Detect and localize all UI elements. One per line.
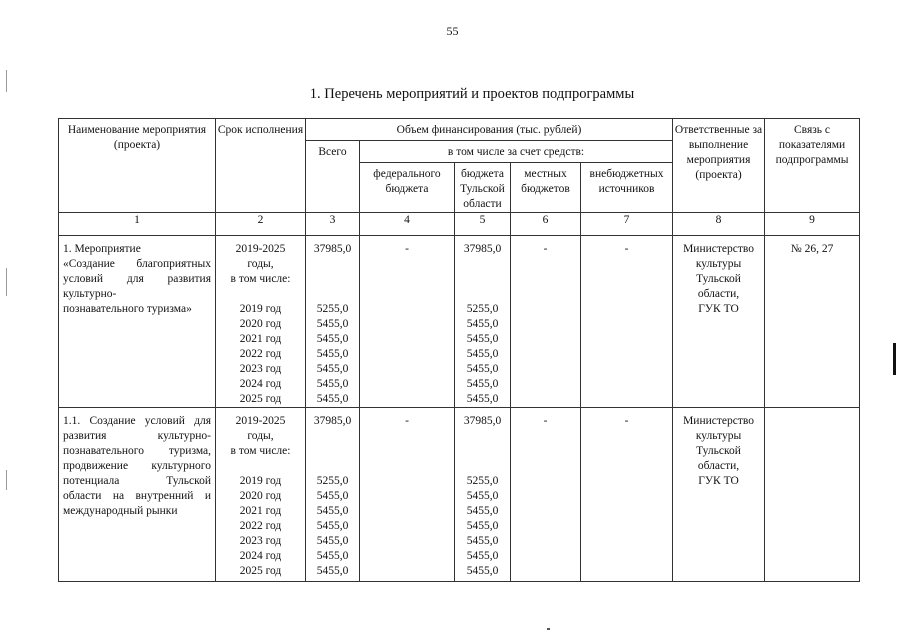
name-line: познавательного туризма» — [63, 303, 192, 315]
column-number: 1 — [59, 213, 216, 236]
responsible-line: ГУК ТО — [698, 475, 739, 487]
total-year-value: 5455,0 — [316, 505, 349, 517]
regional-value: 37985,0 — [463, 415, 502, 427]
regional-year-value: 5455,0 — [466, 490, 499, 502]
regional-year-value: 5455,0 — [466, 363, 499, 375]
regional-year-value: 5255,0 — [466, 303, 499, 315]
total-year-value: 5455,0 — [316, 520, 349, 532]
responsible-cell — [673, 236, 765, 408]
year-label: 2023 год — [239, 363, 282, 375]
year-label: 2024 год — [239, 378, 282, 390]
column-number: 2 — [216, 213, 306, 236]
responsible-line: Тульской — [696, 445, 741, 457]
total-year-value: 5455,0 — [316, 378, 349, 390]
column-number: 6 — [511, 213, 581, 236]
page-number: 55 — [446, 24, 459, 38]
name-line: культурно- — [63, 288, 117, 300]
name-line: 1. Мероприятие — [63, 243, 141, 255]
year-label: 2021 год — [239, 505, 282, 517]
header-local: местных бюджетов — [511, 163, 581, 213]
total-year-value: 5255,0 — [316, 303, 349, 315]
name-line: развития культурно- — [63, 430, 211, 442]
total-cell — [306, 236, 360, 408]
regional-year-value: 5455,0 — [466, 393, 499, 405]
column-numbers-row — [59, 213, 860, 236]
regional-year-value: 5455,0 — [466, 550, 499, 562]
column-number: 3 — [306, 213, 360, 236]
column-number: 7 — [581, 213, 673, 236]
header-link: Связь с показателями подпрограммы — [765, 119, 860, 213]
header-including: в том числе за счет средств: — [360, 141, 673, 163]
scan-margin-mark — [6, 470, 7, 490]
activities-table — [58, 118, 860, 582]
federal-value: - — [360, 408, 455, 582]
table-row — [59, 408, 860, 582]
name-line: продвижение культурного — [63, 460, 211, 472]
scan-mark — [893, 343, 896, 375]
period-line: годы, — [247, 430, 274, 442]
name-line: познавательного туризма, — [63, 445, 211, 457]
total-year-value: 5455,0 — [316, 490, 349, 502]
responsible-line: культуры — [695, 258, 742, 270]
header-responsible: Ответственные за выполнение мероприятия (проекта) — [673, 119, 765, 213]
total-year-value: 5455,0 — [316, 333, 349, 345]
regional-year-value: 5455,0 — [466, 535, 499, 547]
scan-dot — [547, 628, 550, 630]
activity-name — [59, 236, 216, 408]
responsible-line: Министерство — [683, 243, 754, 255]
name-line: международный рынки — [63, 505, 178, 517]
year-label: 2020 год — [239, 490, 282, 502]
year-label: 2019 год — [239, 303, 282, 315]
name-line: потенциала Тульской — [63, 475, 211, 487]
column-number: 4 — [360, 213, 455, 236]
document-title: 1. Перечень мероприятий и проектов подпрограммы — [309, 86, 635, 102]
responsible-line: области, — [697, 460, 740, 472]
total-cell — [306, 408, 360, 582]
total-year-value: 5455,0 — [316, 550, 349, 562]
column-number: 5 — [455, 213, 511, 236]
responsible-cell — [673, 408, 765, 582]
responsible-line: области, — [697, 288, 740, 300]
header-extra: внебюджетных источников — [581, 163, 673, 213]
regional-cell — [455, 408, 511, 582]
total-year-value: 5455,0 — [316, 348, 349, 360]
activity-name — [59, 408, 216, 582]
year-label: 2022 год — [239, 520, 282, 532]
total-year-value: 5455,0 — [316, 318, 349, 330]
header-name: Наименование мероприятия (проекта) — [59, 119, 216, 213]
local-value: - — [511, 408, 581, 582]
extra-value: - — [581, 236, 673, 408]
column-number: 8 — [673, 213, 765, 236]
year-label: 2025 год — [239, 393, 282, 405]
total-value: 37985,0 — [313, 243, 352, 255]
year-label: 2024 год — [239, 550, 282, 562]
total-year-value: 5455,0 — [316, 363, 349, 375]
period-line: 2019-2025 — [235, 243, 286, 255]
header-period: Срок исполнения — [216, 119, 306, 213]
responsible-line: Министерство — [683, 415, 754, 427]
regional-year-value: 5455,0 — [466, 318, 499, 330]
table-row — [59, 236, 860, 408]
regional-year-value: 5455,0 — [466, 520, 499, 532]
regional-year-value: 5455,0 — [466, 348, 499, 360]
period-cell — [216, 236, 306, 408]
federal-value: - — [360, 236, 455, 408]
regional-year-value: 5455,0 — [466, 378, 499, 390]
name-line: условий для развития — [63, 273, 211, 285]
indicator-link — [765, 408, 860, 582]
indicator-link: № 26, 27 — [765, 236, 860, 408]
period-line: годы, — [247, 258, 274, 270]
scan-margin-mark — [6, 268, 7, 296]
header-federal: федерального бюджета — [360, 163, 455, 213]
period-cell — [216, 408, 306, 582]
total-year-value: 5255,0 — [316, 475, 349, 487]
column-number: 9 — [765, 213, 860, 236]
regional-cell — [455, 236, 511, 408]
header-funding: Объем финансирования (тыс. рублей) — [306, 119, 673, 141]
year-label: 2022 год — [239, 348, 282, 360]
year-label: 2020 год — [239, 318, 282, 330]
year-label: 2019 год — [239, 475, 282, 487]
regional-year-value: 5455,0 — [466, 333, 499, 345]
regional-year-value: 5255,0 — [466, 475, 499, 487]
name-line: области на внутренний и — [63, 490, 211, 502]
header-total: Всего — [306, 141, 360, 213]
regional-year-value: 5455,0 — [466, 565, 499, 577]
name-line: 1.1. Создание условий для — [63, 415, 211, 427]
header-regional: бюджета Тульской области — [455, 163, 511, 213]
total-year-value: 5455,0 — [316, 565, 349, 577]
regional-value: 37985,0 — [463, 243, 502, 255]
total-value: 37985,0 — [313, 415, 352, 427]
scan-margin-mark — [6, 70, 7, 92]
total-year-value: 5455,0 — [316, 393, 349, 405]
local-value: - — [511, 236, 581, 408]
period-line: в том числе: — [230, 445, 291, 457]
year-label: 2025 год — [239, 565, 282, 577]
period-line: в том числе: — [230, 273, 291, 285]
year-label: 2021 год — [239, 333, 282, 345]
extra-value: - — [581, 408, 673, 582]
responsible-line: Тульской — [696, 273, 741, 285]
year-label: 2023 год — [239, 535, 282, 547]
responsible-line: ГУК ТО — [698, 303, 739, 315]
period-line: 2019-2025 — [235, 415, 286, 427]
total-year-value: 5455,0 — [316, 535, 349, 547]
name-line: «Создание благоприятных — [63, 258, 211, 270]
responsible-line: культуры — [695, 430, 742, 442]
regional-year-value: 5455,0 — [466, 505, 499, 517]
